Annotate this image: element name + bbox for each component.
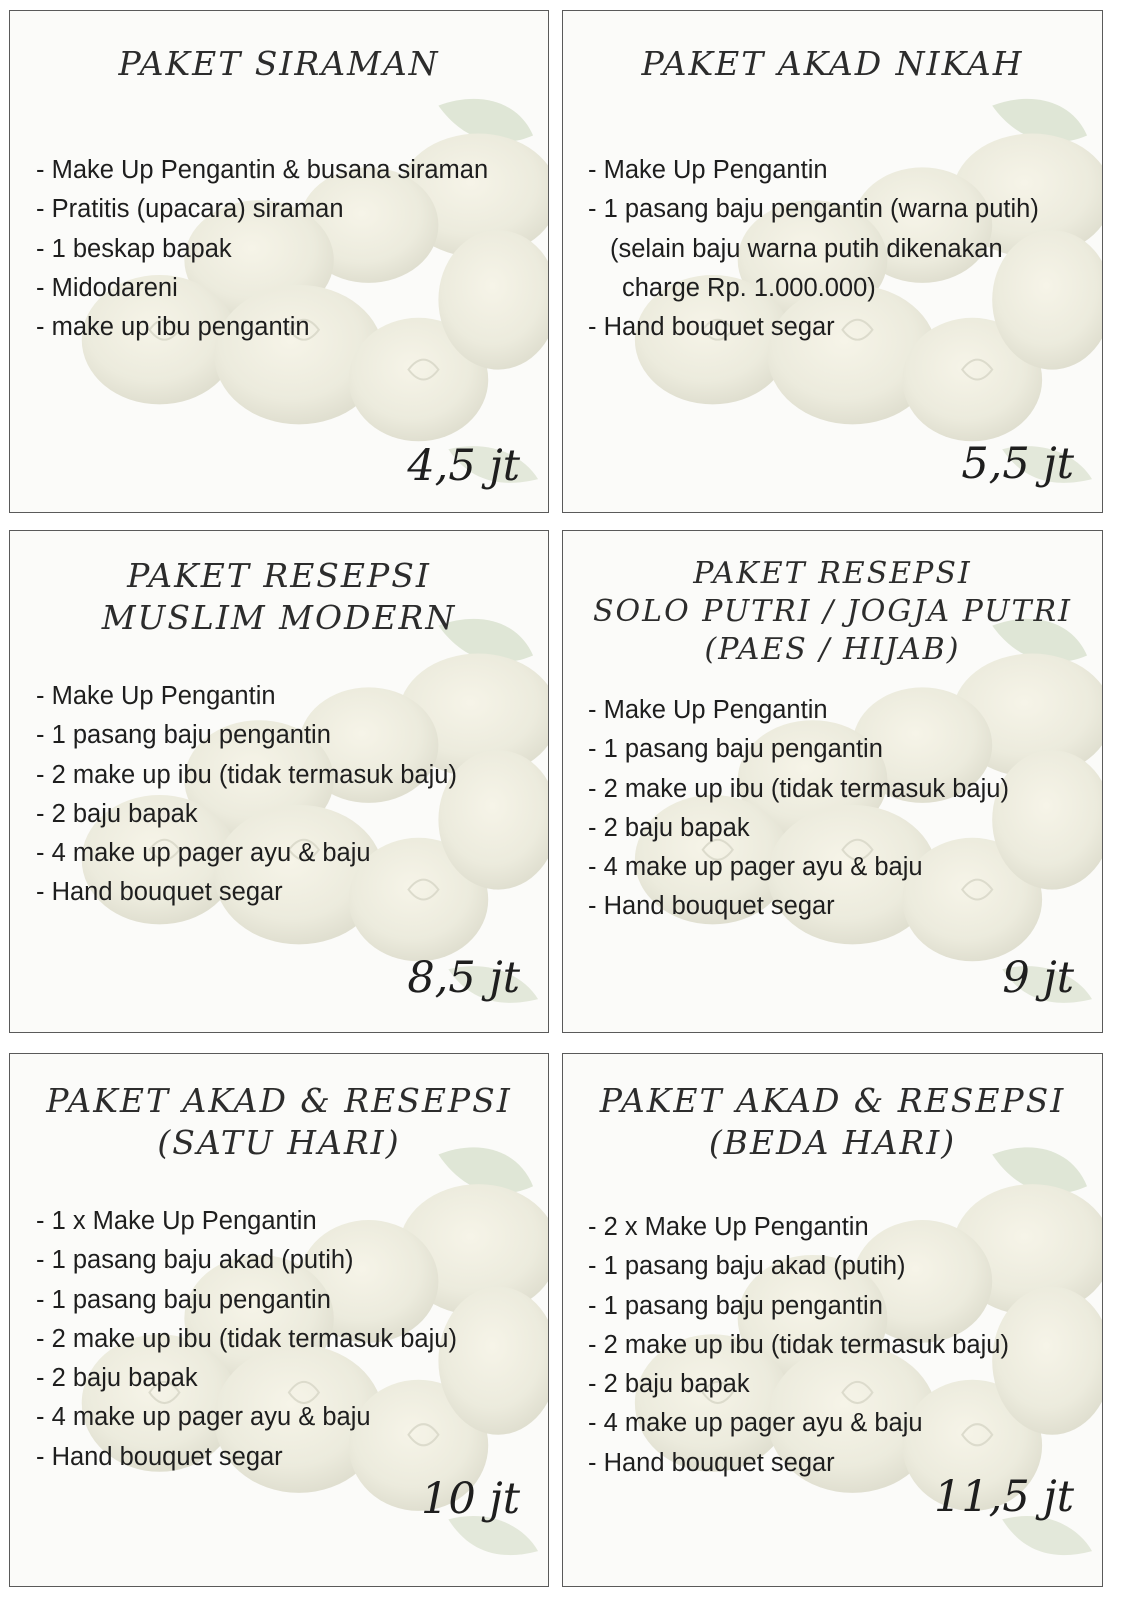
package-item: - 2 make up ibu (tidak termasuk baju) bbox=[36, 1324, 457, 1353]
package-item: - 4 make up pager ayu & baju bbox=[588, 1409, 923, 1438]
package-item: - 1 pasang baju pengantin bbox=[36, 1285, 331, 1314]
package-item: - Hand bouquet segar bbox=[588, 1448, 835, 1477]
package-item: - 1 pasang baju pengantin bbox=[588, 1291, 883, 1320]
package-item: - 1 beskap bapak bbox=[36, 234, 232, 263]
package-item: - 1 pasang baju pengantin (warna putih) bbox=[588, 195, 1039, 224]
package-items bbox=[36, 151, 488, 347]
package-items bbox=[36, 1202, 457, 1477]
package-item: - 2 make up ibu (tidak termasuk baju) bbox=[588, 774, 1009, 803]
package-card-resepsi-solo-jogja bbox=[562, 530, 1103, 1033]
package-price: 9 jt bbox=[1002, 953, 1074, 1003]
package-item: - 2 make up ibu (tidak termasuk baju) bbox=[36, 760, 457, 789]
package-title: PAKET SIRAMAN bbox=[118, 44, 440, 83]
package-items bbox=[588, 1208, 1009, 1483]
package-price: 5,5 jt bbox=[961, 439, 1074, 489]
package-item: - 2 x Make Up Pengantin bbox=[588, 1213, 869, 1241]
package-item: - 1 x Make Up Pengantin bbox=[36, 1207, 317, 1235]
package-price: 4,5 jt bbox=[407, 441, 520, 491]
package-title: PAKET AKAD & RESEPSI (BEDA HARI) bbox=[599, 1081, 1066, 1162]
package-price: 10 jt bbox=[421, 1474, 520, 1524]
package-item: - 4 make up pager ayu & baju bbox=[36, 839, 371, 868]
package-item: - Make Up Pengantin bbox=[36, 682, 276, 710]
package-item: - Hand bouquet segar bbox=[588, 313, 835, 342]
package-item: - 2 make up ibu (tidak termasuk baju) bbox=[588, 1330, 1009, 1359]
package-item: - 2 baju bapak bbox=[588, 813, 750, 842]
package-item: - Hand bouquet segar bbox=[36, 1442, 283, 1471]
package-item: - 4 make up pager ayu & baju bbox=[588, 853, 923, 882]
package-card-siraman bbox=[9, 10, 549, 513]
package-items bbox=[588, 691, 1009, 927]
package-item: - 1 pasang baju akad (putih) bbox=[36, 1246, 354, 1275]
package-item: - Hand bouquet segar bbox=[588, 892, 835, 921]
package-item: - Pratitis (upacara) siraman bbox=[36, 195, 344, 224]
package-card-akad-nikah bbox=[562, 10, 1103, 513]
package-item: - Make Up Pengantin bbox=[588, 156, 828, 184]
package-item: - Make Up Pengantin bbox=[588, 696, 828, 724]
package-item: - Midodareni bbox=[36, 273, 178, 302]
package-card-akad-resepsi-beda-hari bbox=[562, 1053, 1103, 1587]
package-item: - Make Up Pengantin & busana siraman bbox=[36, 156, 489, 184]
package-title: PAKET AKAD NIKAH bbox=[641, 44, 1024, 83]
package-item: - 2 baju bapak bbox=[36, 1364, 198, 1393]
package-item: - 2 baju bapak bbox=[36, 799, 198, 828]
package-item: - 1 pasang baju pengantin bbox=[36, 721, 331, 750]
package-item: - 4 make up pager ayu & baju bbox=[36, 1403, 371, 1432]
package-title: PAKET RESEPSI MUSLIM MODERN bbox=[101, 556, 457, 637]
package-item: - 1 pasang baju pengantin bbox=[588, 735, 883, 764]
package-price: 8,5 jt bbox=[407, 953, 520, 1003]
package-card-resepsi-muslim-modern bbox=[9, 530, 549, 1033]
package-price: 11,5 jt bbox=[933, 1472, 1074, 1522]
package-title: PAKET RESEPSI SOLO PUTRI / JOGJA PUTRI (PAES / HIJAB) bbox=[593, 556, 1072, 667]
package-item: - 2 baju bapak bbox=[588, 1370, 750, 1399]
package-item: - make up ibu pengantin bbox=[36, 313, 310, 342]
package-items bbox=[36, 677, 457, 913]
package-item: charge Rp. 1.000.000) bbox=[622, 273, 876, 302]
package-item: - 1 pasang baju akad (putih) bbox=[588, 1252, 906, 1281]
package-item: - Hand bouquet segar bbox=[36, 878, 283, 907]
package-card-akad-resepsi-satu-hari bbox=[9, 1053, 549, 1587]
package-item: (selain baju warna putih dikenakan bbox=[610, 234, 1003, 263]
package-items bbox=[588, 151, 1039, 347]
package-title: PAKET AKAD & RESEPSI (SATU HARI) bbox=[46, 1081, 512, 1162]
